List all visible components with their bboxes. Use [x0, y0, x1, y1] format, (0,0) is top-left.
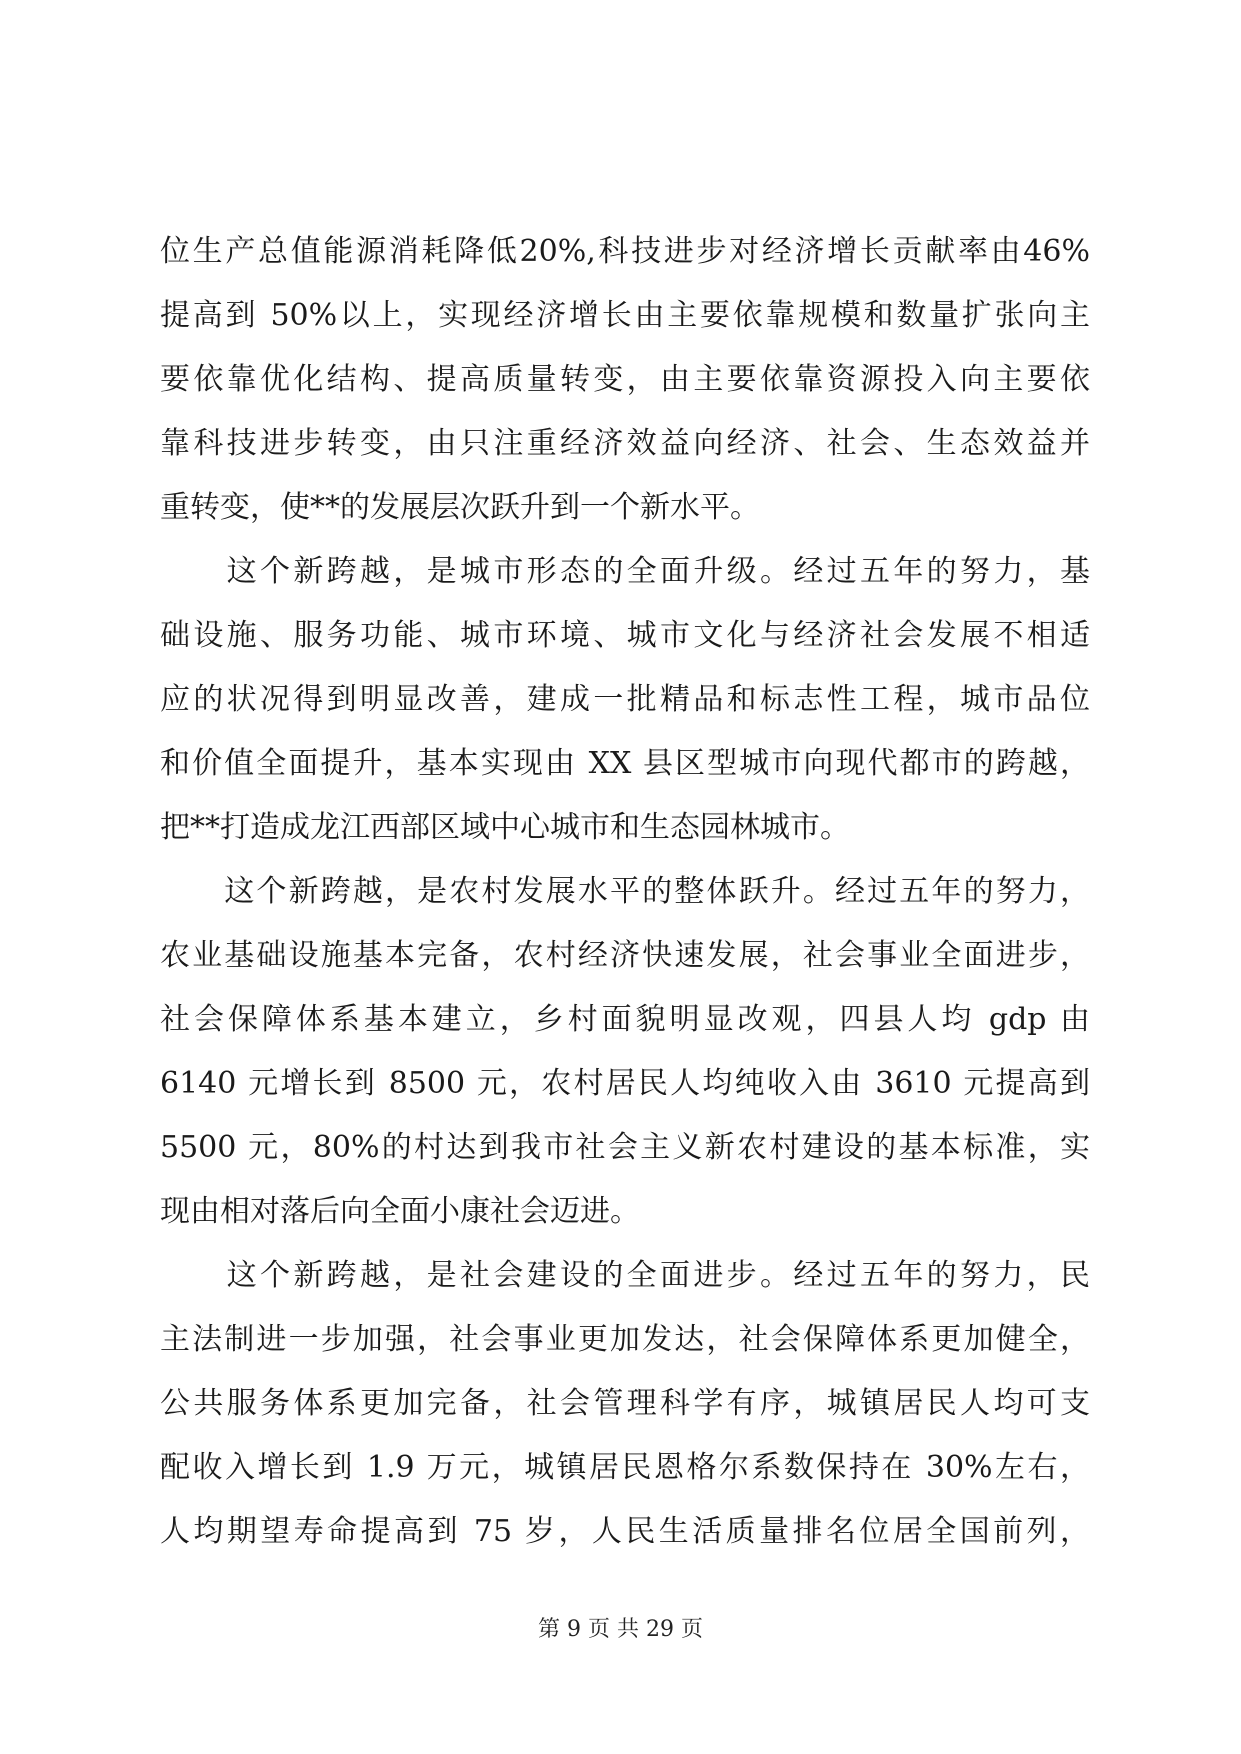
text-line: 靠科技进步转变，由只注重经济效益向经济、社会、生态效益并 [160, 426, 1090, 461]
text-line: 这个新跨越，是社会建设的全面进步。经过五年的努力，民 [160, 1258, 1090, 1293]
text-line: 配收入增长到 1.9 万元，城镇居民恩格尔系数保持在 30%左右， [160, 1450, 1090, 1485]
text-line: 主法制进一步加强，社会事业更加发达，社会保障体系更加健全， [160, 1322, 1090, 1357]
text-line: 这个新跨越，是城市形态的全面升级。经过五年的努力，基 [160, 554, 1090, 589]
text-line: 础设施、服务功能、城市环境、城市文化与经济社会发展不相适 [160, 618, 1090, 653]
text-line: 位生产总值能源消耗降低20%,科技进步对经济增长贡献率由46% [160, 234, 1090, 269]
text-line: 和价值全面提升，基本实现由 XX 县区型城市向现代都市的跨越， [160, 746, 1090, 781]
text-line: 社会保障体系基本建立，乡村面貌明显改观，四县人均 gdp 由 [160, 1002, 1090, 1037]
text-line: 人均期望寿命提高到 75 岁，人民生活质量排名位居全国前列， [160, 1514, 1090, 1549]
page-footer [0, 1612, 1241, 1643]
text-line: 应的状况得到明显改善，建成一批精品和标志性工程，城市品位 [160, 682, 1090, 717]
document-body [160, 220, 1090, 1564]
text-line: 现由相对落后向全面小康社会迈进。 [160, 1194, 640, 1229]
text-line: 要依靠优化结构、提高质量转变，由主要依靠资源投入向主要依 [160, 362, 1090, 397]
text-line: 公共服务体系更加完备，社会管理科学有序，城镇居民人均可支 [160, 1386, 1090, 1421]
page-number-label: 第 9 页 共 29 页 [538, 1617, 703, 1642]
paragraph-2 [160, 540, 1090, 860]
text-line: 把**打造成龙江西部区域中心城市和生态园林城市。 [160, 810, 850, 845]
paragraph-4 [160, 1244, 1090, 1564]
text-line: 6140 元增长到 8500 元，农村居民人均纯收入由 3610 元提高到 [160, 1066, 1090, 1101]
text-line: 这个新跨越，是农村发展水平的整体跃升。经过五年的努力， [160, 874, 1090, 909]
paragraph-3 [160, 860, 1090, 1244]
text-line: 5500 元，80%的村达到我市社会主义新农村建设的基本标准，实 [160, 1130, 1090, 1165]
paragraph-1 [160, 220, 1090, 540]
text-line: 提高到 50%以上，实现经济增长由主要依靠规模和数量扩张向主 [160, 298, 1090, 333]
text-line: 农业基础设施基本完备，农村经济快速发展，社会事业全面进步， [160, 938, 1090, 973]
text-line: 重转变，使**的发展层次跃升到一个新水平。 [160, 490, 760, 525]
